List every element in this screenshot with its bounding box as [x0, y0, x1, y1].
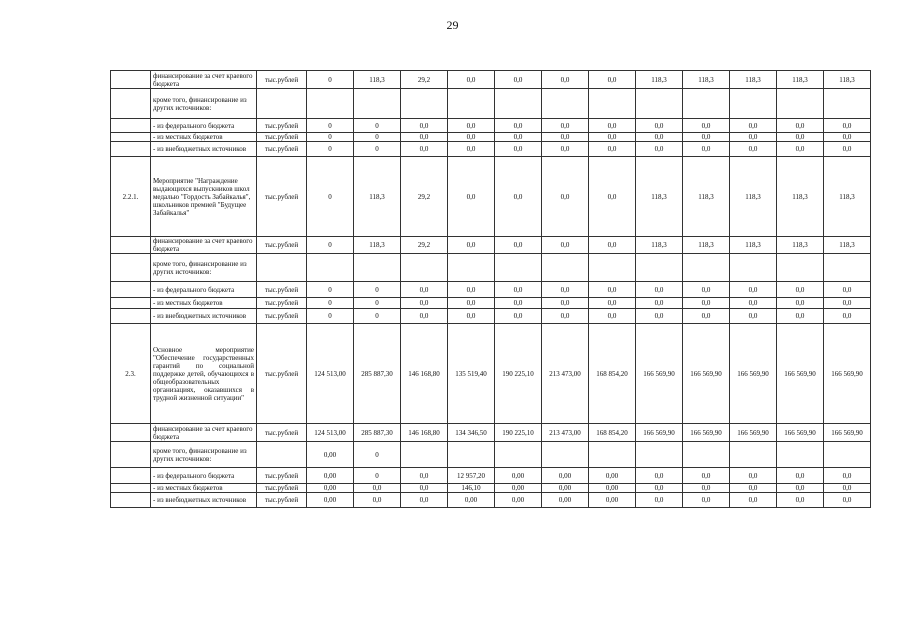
value-cell: 0 [307, 309, 354, 324]
value-cell [636, 254, 683, 282]
row-description: финансирование за счет краевого бюджета [151, 237, 257, 254]
value-cell: 0,0 [589, 309, 636, 324]
value-cell: 0,0 [636, 282, 683, 298]
value-cell: 0,0 [589, 71, 636, 89]
row-unit [257, 442, 307, 468]
value-cell: 0,0 [589, 119, 636, 133]
row-unit [257, 89, 307, 119]
value-cell: 118,3 [636, 71, 683, 89]
value-cell: 0,0 [636, 119, 683, 133]
value-cell: 213 473,00 [542, 324, 589, 424]
row-unit: тыс.рублей [257, 324, 307, 424]
value-cell: 0,0 [636, 493, 683, 508]
value-cell: 0,0 [730, 133, 777, 142]
value-cell: 118,3 [636, 157, 683, 237]
value-cell: 0 [307, 298, 354, 309]
value-cell: 0,0 [401, 282, 448, 298]
value-cell: 0,0 [777, 484, 824, 493]
row-description: финансирование за счет краевого бюджета [151, 71, 257, 89]
row-unit: тыс.рублей [257, 157, 307, 237]
row-code [111, 282, 151, 298]
value-cell: 0,00 [495, 468, 542, 484]
row-unit: тыс.рублей [257, 282, 307, 298]
value-cell [824, 254, 871, 282]
value-cell: 0,0 [683, 282, 730, 298]
value-cell: 0,0 [448, 71, 495, 89]
value-cell [448, 442, 495, 468]
row-description: кроме того, финансирование из других источников: [151, 254, 257, 282]
value-cell: 0,0 [683, 142, 730, 157]
value-cell: 0,00 [495, 484, 542, 493]
value-cell [542, 89, 589, 119]
row-code [111, 424, 151, 442]
row-description: Мероприятие "Награждение выдающихся выпускников школ медалью "Гордость Забайкалья", школьников премией "Будущее Забайкалья" [151, 157, 257, 237]
value-cell: 0,0 [777, 282, 824, 298]
value-cell: 29,2 [401, 71, 448, 89]
value-cell: 135 519,40 [448, 324, 495, 424]
row-code: 2.2.1. [111, 157, 151, 237]
value-cell: 0,0 [824, 282, 871, 298]
value-cell: 0,0 [495, 282, 542, 298]
value-cell: 0,00 [448, 493, 495, 508]
value-cell: 0 [354, 468, 401, 484]
value-cell [777, 89, 824, 119]
page-number: 29 [446, 18, 459, 32]
value-cell: 0 [354, 133, 401, 142]
row-code [111, 493, 151, 508]
value-cell: 134 346,50 [448, 424, 495, 442]
value-cell [495, 442, 542, 468]
value-cell: 166 569,90 [824, 424, 871, 442]
row-code [111, 468, 151, 484]
value-cell: 0,00 [307, 468, 354, 484]
row-code [111, 237, 151, 254]
value-cell [589, 254, 636, 282]
value-cell [730, 254, 777, 282]
value-cell: 0,0 [542, 71, 589, 89]
value-cell: 0,0 [730, 298, 777, 309]
row-unit: тыс.рублей [257, 309, 307, 324]
value-cell: 0,0 [636, 133, 683, 142]
table-row [111, 254, 871, 282]
value-cell: 0,00 [307, 484, 354, 493]
value-cell [636, 89, 683, 119]
value-cell: 0,0 [401, 133, 448, 142]
value-cell: 0,00 [495, 493, 542, 508]
value-cell: 0,0 [777, 468, 824, 484]
budget-table [110, 70, 871, 508]
row-unit: тыс.рублей [257, 119, 307, 133]
value-cell [777, 442, 824, 468]
row-code [111, 71, 151, 89]
value-cell: 0,0 [448, 298, 495, 309]
value-cell: 0,0 [495, 119, 542, 133]
value-cell: 29,2 [401, 157, 448, 237]
value-cell: 0,0 [495, 237, 542, 254]
value-cell: 0,00 [307, 493, 354, 508]
value-cell [542, 442, 589, 468]
row-description: - из федерального бюджета [151, 119, 257, 133]
row-unit [257, 254, 307, 282]
row-description: кроме того, финансирование из других источников: [151, 89, 257, 119]
table-row [111, 157, 871, 237]
value-cell: 118,3 [824, 157, 871, 237]
value-cell: 0,0 [589, 237, 636, 254]
value-cell [401, 89, 448, 119]
row-description: финансирование за счет краевого бюджета [151, 424, 257, 442]
value-cell: 0,0 [495, 157, 542, 237]
row-code [111, 133, 151, 142]
value-cell [307, 254, 354, 282]
value-cell: 0,0 [401, 119, 448, 133]
table-row [111, 142, 871, 157]
value-cell: 118,3 [636, 237, 683, 254]
value-cell: 0,0 [824, 298, 871, 309]
value-cell: 0,0 [683, 468, 730, 484]
value-cell: 0,0 [448, 119, 495, 133]
table-row [111, 119, 871, 133]
value-cell: 118,3 [824, 237, 871, 254]
row-description: - из внебюджетных источников [151, 309, 257, 324]
value-cell: 0,0 [542, 133, 589, 142]
value-cell: 0,0 [777, 119, 824, 133]
value-cell: 0,0 [777, 298, 824, 309]
value-cell: 0,0 [636, 298, 683, 309]
value-cell: 0,0 [354, 493, 401, 508]
value-cell: 0,0 [448, 237, 495, 254]
table-row [111, 298, 871, 309]
value-cell [824, 89, 871, 119]
value-cell: 146 168,80 [401, 324, 448, 424]
value-cell [401, 442, 448, 468]
row-code [111, 442, 151, 468]
value-cell: 0,0 [683, 119, 730, 133]
row-description: - из федерального бюджета [151, 468, 257, 484]
table-row [111, 89, 871, 119]
value-cell: 118,3 [683, 71, 730, 89]
table-row [111, 484, 871, 493]
value-cell: 0 [354, 298, 401, 309]
value-cell: 0,0 [354, 484, 401, 493]
value-cell: 166 569,90 [777, 424, 824, 442]
value-cell: 0 [307, 71, 354, 89]
table-row [111, 71, 871, 89]
row-description: - из местных бюджетов [151, 484, 257, 493]
row-unit: тыс.рублей [257, 468, 307, 484]
value-cell: 0,0 [683, 298, 730, 309]
row-description: - из местных бюджетов [151, 133, 257, 142]
value-cell: 0,00 [542, 493, 589, 508]
value-cell: 0,0 [730, 493, 777, 508]
row-code [111, 254, 151, 282]
value-cell: 124 513,00 [307, 424, 354, 442]
value-cell: 0 [307, 133, 354, 142]
value-cell: 166 569,90 [824, 324, 871, 424]
value-cell: 166 569,90 [683, 424, 730, 442]
value-cell [354, 254, 401, 282]
table-row [111, 324, 871, 424]
row-unit: тыс.рублей [257, 424, 307, 442]
value-cell: 0,0 [589, 142, 636, 157]
value-cell: 118,3 [824, 71, 871, 89]
value-cell [401, 254, 448, 282]
value-cell: 0,0 [542, 142, 589, 157]
value-cell: 118,3 [730, 71, 777, 89]
value-cell: 0,00 [542, 484, 589, 493]
value-cell: 168 854,20 [589, 424, 636, 442]
table-row [111, 282, 871, 298]
value-cell: 0,0 [683, 133, 730, 142]
value-cell: 0,0 [636, 309, 683, 324]
value-cell: 0,0 [824, 468, 871, 484]
value-cell: 0,0 [824, 309, 871, 324]
value-cell: 0,0 [589, 157, 636, 237]
value-cell [542, 254, 589, 282]
row-code [111, 89, 151, 119]
value-cell: 118,3 [730, 157, 777, 237]
value-cell: 0,0 [542, 298, 589, 309]
value-cell [448, 254, 495, 282]
value-cell: 285 887,30 [354, 324, 401, 424]
value-cell: 0,00 [589, 493, 636, 508]
row-code [111, 309, 151, 324]
row-description: - из местных бюджетов [151, 298, 257, 309]
value-cell: 0,0 [448, 282, 495, 298]
value-cell: 190 225,10 [495, 324, 542, 424]
table-row [111, 309, 871, 324]
value-cell: 0,00 [542, 468, 589, 484]
value-cell: 0 [354, 142, 401, 157]
value-cell: 166 569,90 [683, 324, 730, 424]
value-cell [448, 89, 495, 119]
value-cell: 0 [354, 442, 401, 468]
value-cell: 0 [307, 157, 354, 237]
value-cell: 0,0 [730, 119, 777, 133]
value-cell: 118,3 [354, 157, 401, 237]
value-cell: 0,0 [495, 142, 542, 157]
value-cell [683, 89, 730, 119]
value-cell: 0,0 [495, 309, 542, 324]
value-cell: 0,0 [824, 493, 871, 508]
value-cell: 0 [307, 237, 354, 254]
value-cell: 166 569,90 [730, 424, 777, 442]
row-unit: тыс.рублей [257, 484, 307, 493]
value-cell: 0,0 [401, 298, 448, 309]
value-cell: 0,0 [495, 133, 542, 142]
value-cell: 0,0 [730, 484, 777, 493]
value-cell: 0,0 [824, 484, 871, 493]
value-cell: 0,0 [824, 133, 871, 142]
value-cell: 0,0 [542, 237, 589, 254]
table-row [111, 468, 871, 484]
value-cell: 0,0 [448, 309, 495, 324]
value-cell: 118,3 [683, 157, 730, 237]
value-cell [589, 442, 636, 468]
value-cell: 0,0 [401, 493, 448, 508]
row-code [111, 142, 151, 157]
value-cell: 0,0 [730, 468, 777, 484]
value-cell: 285 887,30 [354, 424, 401, 442]
value-cell [683, 254, 730, 282]
row-description: Основное мероприятие "Обеспечение государственных гарантий по социальной поддержке детей, обучающихся в общеобразовательных организациях, оказавшихся в трудной жизненной ситуации" [151, 324, 257, 424]
row-description: - из внебюджетных источников [151, 493, 257, 508]
value-cell [730, 442, 777, 468]
value-cell: 118,3 [777, 157, 824, 237]
row-unit: тыс.рублей [257, 298, 307, 309]
value-cell: 0 [307, 282, 354, 298]
value-cell: 0,0 [589, 133, 636, 142]
value-cell: 0,0 [589, 298, 636, 309]
value-cell: 0 [307, 119, 354, 133]
value-cell: 0,00 [589, 484, 636, 493]
value-cell: 0,0 [730, 142, 777, 157]
value-cell: 118,3 [730, 237, 777, 254]
value-cell: 0,0 [448, 142, 495, 157]
value-cell: 0,0 [589, 282, 636, 298]
row-unit: тыс.рублей [257, 493, 307, 508]
value-cell: 146 168,80 [401, 424, 448, 442]
value-cell: 0,0 [777, 309, 824, 324]
value-cell: 0,0 [636, 142, 683, 157]
row-description: - из внебюджетных источников [151, 142, 257, 157]
value-cell [777, 254, 824, 282]
value-cell [636, 442, 683, 468]
value-cell [495, 89, 542, 119]
value-cell: 0,0 [683, 493, 730, 508]
value-cell: 118,3 [683, 237, 730, 254]
value-cell: 168 854,20 [589, 324, 636, 424]
row-code: 2.3. [111, 324, 151, 424]
value-cell: 0,00 [589, 468, 636, 484]
value-cell: 0,0 [777, 493, 824, 508]
value-cell: 0,0 [495, 71, 542, 89]
value-cell: 166 569,90 [730, 324, 777, 424]
value-cell: 118,3 [354, 71, 401, 89]
value-cell: 213 473,00 [542, 424, 589, 442]
value-cell: 0,0 [542, 309, 589, 324]
value-cell: 0,0 [730, 309, 777, 324]
value-cell: 0,0 [824, 142, 871, 157]
value-cell: 118,3 [777, 237, 824, 254]
value-cell: 0,0 [401, 309, 448, 324]
value-cell: 0 [354, 282, 401, 298]
value-cell: 0,0 [683, 309, 730, 324]
value-cell [683, 442, 730, 468]
value-cell: 0 [307, 142, 354, 157]
value-cell: 0,0 [777, 142, 824, 157]
value-cell: 118,3 [354, 237, 401, 254]
row-unit: тыс.рублей [257, 142, 307, 157]
value-cell: 0 [354, 119, 401, 133]
value-cell: 12 957,20 [448, 468, 495, 484]
value-cell: 0,0 [495, 298, 542, 309]
table-row [111, 133, 871, 142]
row-description: - из федерального бюджета [151, 282, 257, 298]
row-unit: тыс.рублей [257, 237, 307, 254]
value-cell: 146,10 [448, 484, 495, 493]
value-cell [824, 442, 871, 468]
value-cell: 0,0 [448, 133, 495, 142]
value-cell: 0,0 [683, 484, 730, 493]
value-cell: 118,3 [777, 71, 824, 89]
table-row [111, 442, 871, 468]
value-cell: 29,2 [401, 237, 448, 254]
row-code [111, 484, 151, 493]
value-cell: 0,0 [824, 119, 871, 133]
value-cell: 190 225,10 [495, 424, 542, 442]
value-cell: 0,0 [448, 157, 495, 237]
row-code [111, 298, 151, 309]
table-row [111, 237, 871, 254]
value-cell: 0 [354, 309, 401, 324]
value-cell [589, 89, 636, 119]
value-cell: 0,0 [636, 484, 683, 493]
value-cell: 0,0 [777, 133, 824, 142]
value-cell: 166 569,90 [636, 324, 683, 424]
value-cell [730, 89, 777, 119]
value-cell [307, 89, 354, 119]
value-cell: 166 569,90 [777, 324, 824, 424]
table-row [111, 493, 871, 508]
value-cell: 0,0 [542, 157, 589, 237]
value-cell: 0,0 [542, 282, 589, 298]
row-code [111, 119, 151, 133]
value-cell: 0,0 [401, 142, 448, 157]
value-cell: 0,0 [730, 282, 777, 298]
value-cell: 0,0 [636, 468, 683, 484]
row-description: кроме того, финансирование из других источников: [151, 442, 257, 468]
value-cell: 166 569,90 [636, 424, 683, 442]
value-cell: 124 513,00 [307, 324, 354, 424]
value-cell [354, 89, 401, 119]
table-row [111, 424, 871, 442]
row-unit: тыс.рублей [257, 133, 307, 142]
value-cell: 0,0 [401, 468, 448, 484]
row-unit: тыс.рублей [257, 71, 307, 89]
value-cell: 0,0 [542, 119, 589, 133]
value-cell [495, 254, 542, 282]
value-cell: 0,0 [401, 484, 448, 493]
value-cell: 0,00 [307, 442, 354, 468]
